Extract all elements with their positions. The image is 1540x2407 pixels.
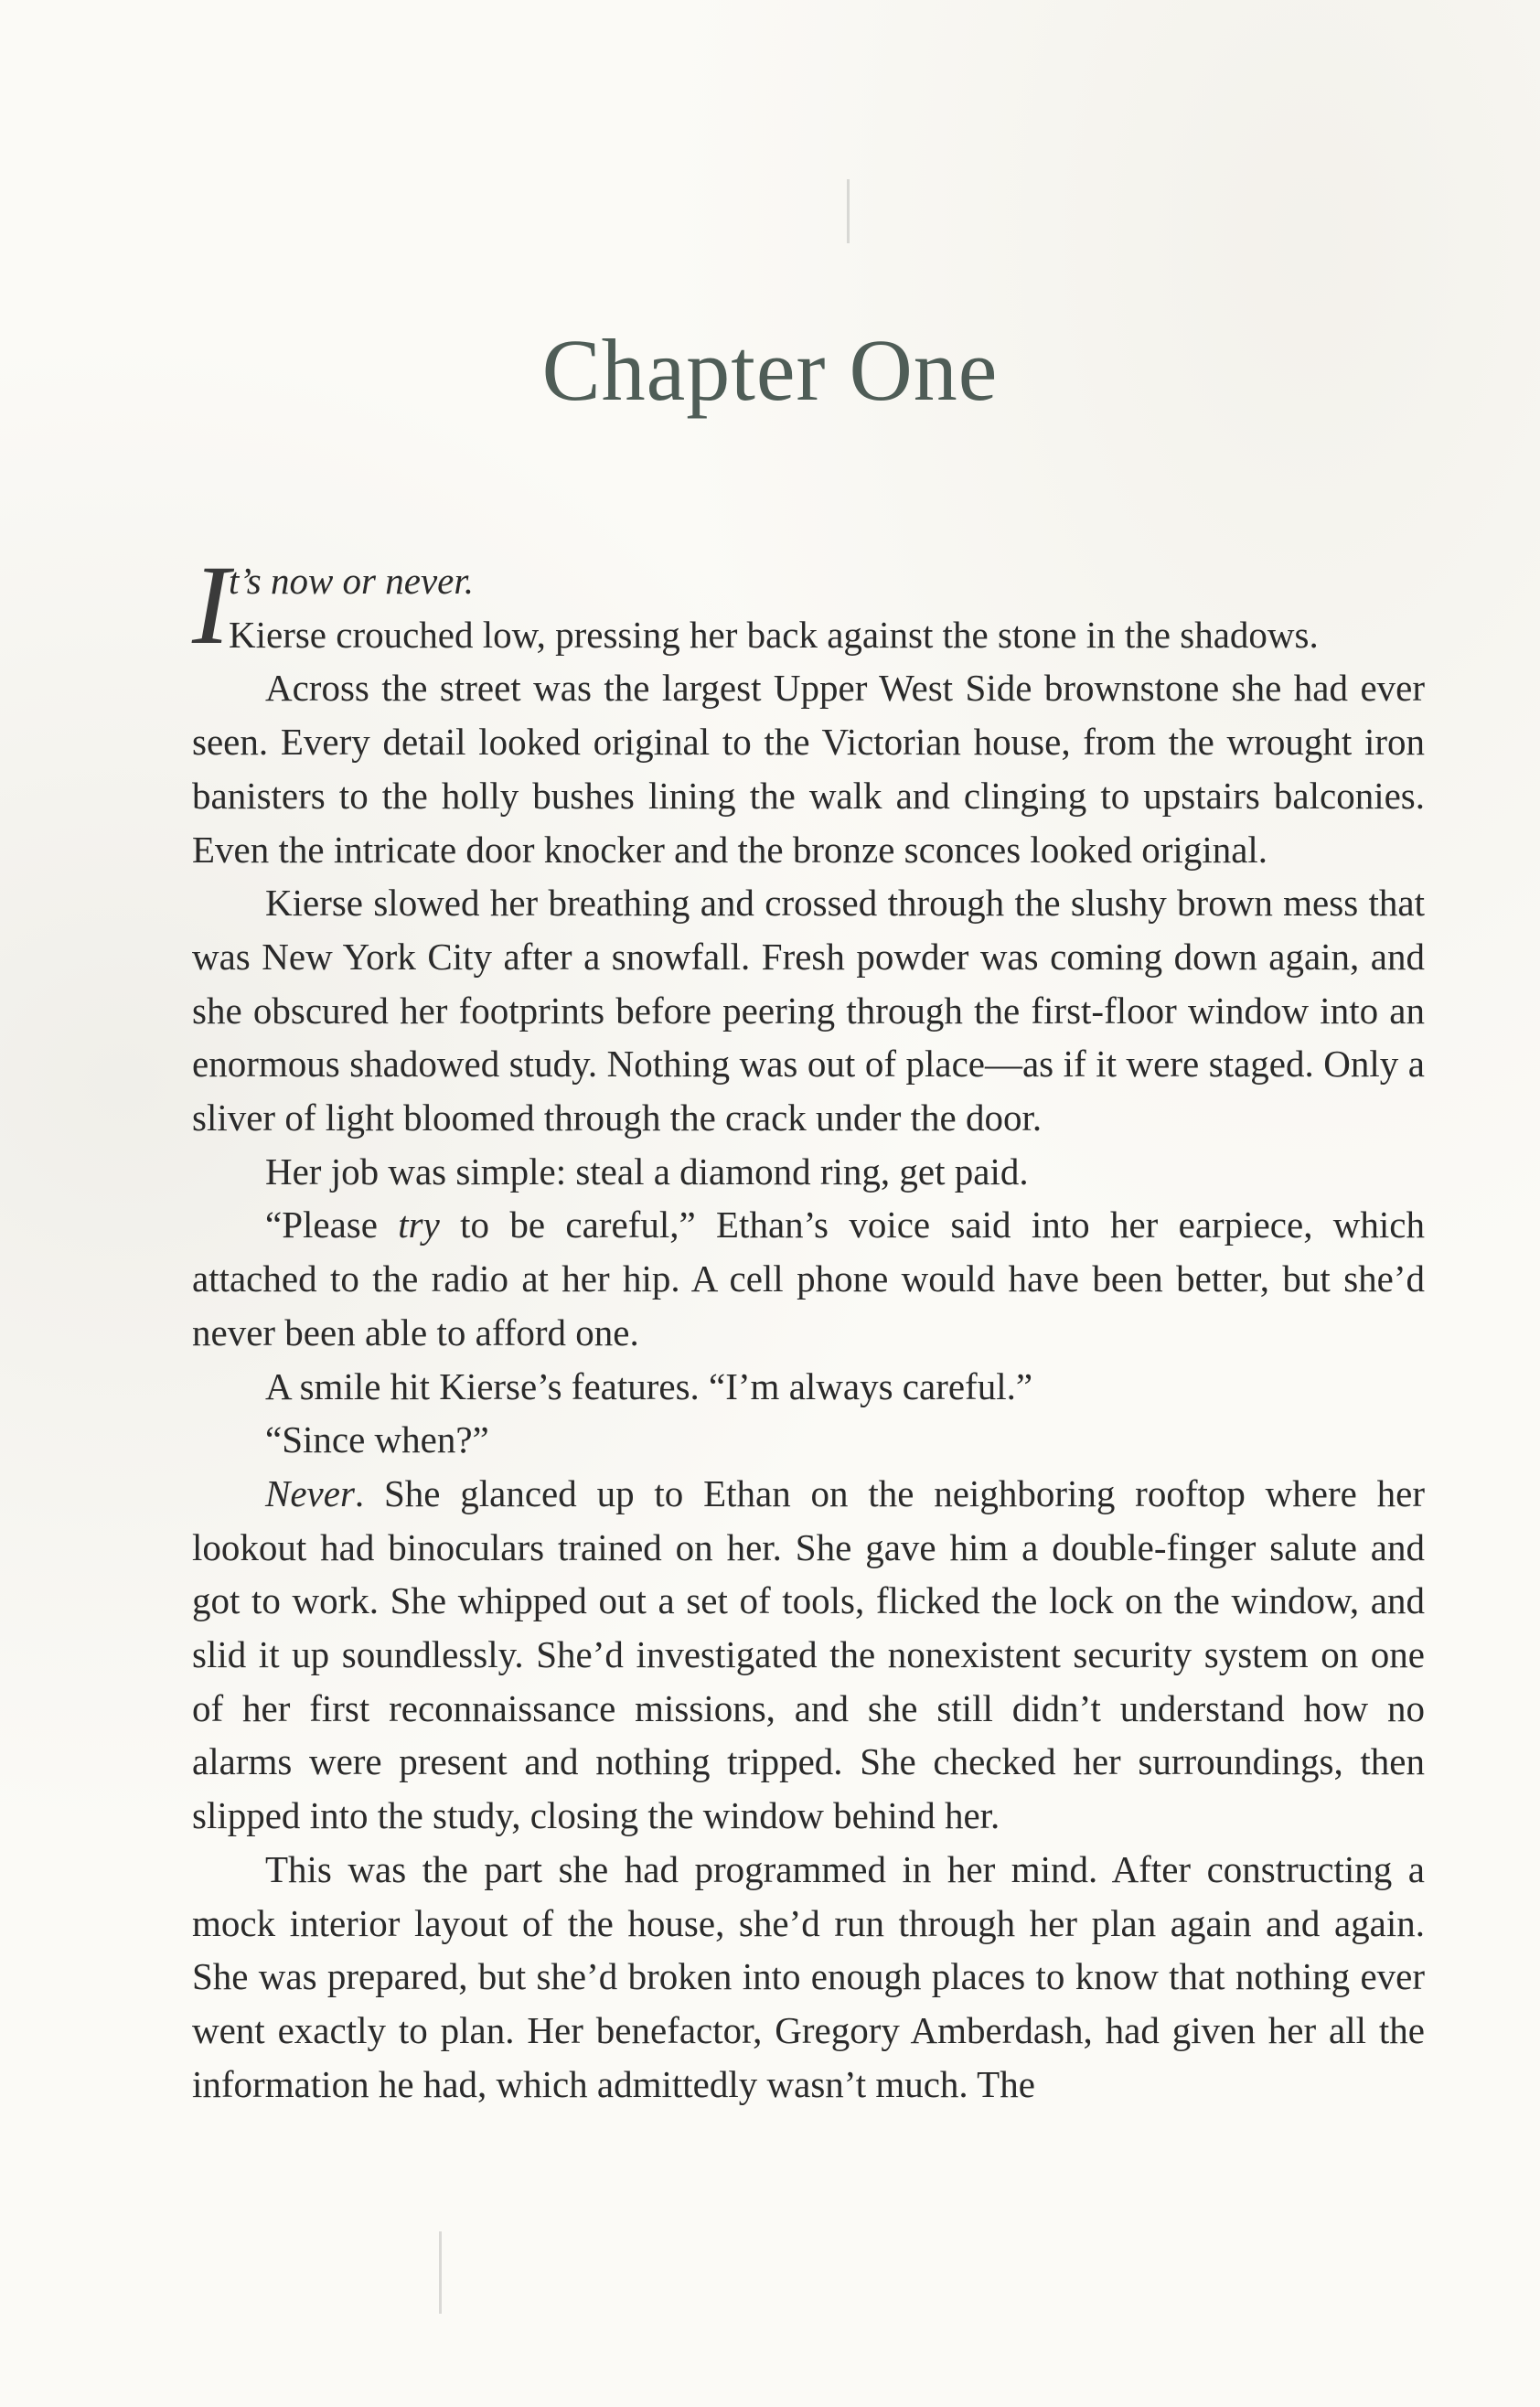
text-run: . She glanced up to Ethan on the neighboring rooftop where her lookout had binoculars trained on her. She gave him a double-finger salute and got to work. She whipped out a set of tools, flicked the lock on the window, and slid it up soundlessly. She’d investigated the nonexistent security system on one of her first reconnaissance missions, and she still didn’t understand how no alarms were present and nothing tripped. She checked her surroundings, then slipped into the study, closing the window behind her. (192, 1471, 1425, 1837)
text-run: to be careful,” Ethan’s voice said into her earpiece, which attached to the radio at her hip. A cell phone would have been better, but she’d never been able to afford one. (192, 1204, 1425, 1353)
scan-artifact (439, 2231, 442, 2314)
paragraph: Her job was simple: steal a diamond ring, get paid. (265, 1150, 1029, 1193)
paragraph: Across the street was the largest Upper West Side brownstone she had ever seen. Every detail looked original to the Victorian house, from the wrought iron banisters to the holly bushes lining the walk and clinging to upstairs balconies. Even the intricate door knocker and the bronze sconces looked original. (192, 667, 1425, 871)
text-run: “Please (265, 1204, 399, 1246)
paragraph-ethan (192, 1198, 1425, 1359)
paragraph-never (192, 1467, 1425, 1843)
epigraph-text: t’s now or never. (229, 560, 475, 602)
emphasis-text: Never (265, 1471, 355, 1514)
body-text (192, 542, 1425, 2111)
paragraph-last: This was the part she had programmed in her mind. After constructing a mock interior layout of the house, she’d run through her plan again and again. She was prepared, but she’d broken into enough places to know that nothing ever went exactly to plan. Her benefactor, Gregory Amberdash, had given her all the information he had, which admittedly wasn’t much. The (192, 1847, 1425, 2105)
drop-cap: I (192, 542, 230, 668)
dialogue-line: A smile hit Kierse’s features. “I’m always careful.” (265, 1364, 1033, 1407)
paragraph: Kierse slowed her breathing and crossed through the slushy brown mess that was New York City after a snowfall. Fresh powder was coming down again, and she obscured her footprints before peering through the first-floor window into an enormous shadowed study. Nothing was out of place—as if it were staged. Only a sliver of light bloomed through the crack under the door. (192, 882, 1425, 1139)
scan-artifact (847, 179, 850, 243)
paragraph-opening: Kierse crouched low, pressing her back against the stone in the shadows. (229, 613, 1319, 656)
chapter-title: Chapter One (541, 321, 999, 419)
emphasis-text: try (398, 1204, 440, 1246)
dialogue-line: “Since when?” (265, 1418, 489, 1461)
